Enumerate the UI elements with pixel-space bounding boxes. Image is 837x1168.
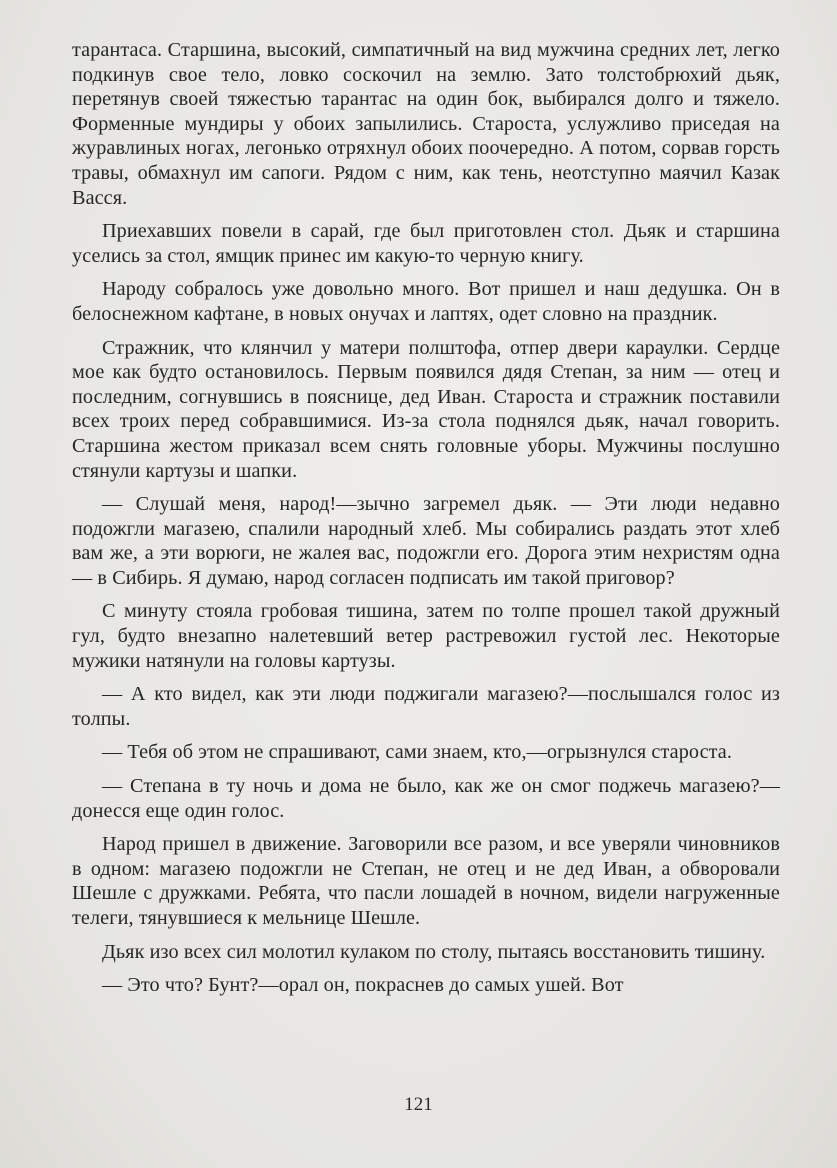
paragraph-12: — Это что? Бунт?—орал он, покраснев до самых ушей. Вот bbox=[102, 974, 624, 997]
paragraph-8: — Тебя об этом не спрашивают, сами знаем, кто,—огрызнулся староста. bbox=[102, 741, 733, 764]
paragraph-9: — Степана в ту ночь и дома не было, как же он смог поджечь магазею?— донесся еще один голос. bbox=[72, 775, 780, 822]
paragraph-4: Стражник, что клянчил у матери полштофа, отпер двери караулки. Сердце мое как будто остановилось. Первым появился дядя Степан, за ним — отец и последним, согнувшись в пояснице, дед Иван. Староста и стражник поставили всех троих перед собравшимися. Из-за стола поднялся дьяк, начал говорить. Старшина жестом приказал всем снять головные уборы. Мужчины послушно стянули картузы и шапки. bbox=[72, 336, 780, 482]
page-number: 121 bbox=[404, 1094, 433, 1115]
paragraph-11: Дьяк изо всех сил молотил кулаком по столу, пытаясь восстановить тишину. bbox=[102, 940, 766, 963]
paragraph-2: Приехавших повели в сарай, где был приготовлен стол. Дьяк и старшина уселись за стол, ямщик принес им какую-то черную книгу. bbox=[72, 220, 780, 267]
paragraph-10: Народ пришел в движение. Заговорили все разом, и все уверяли чиновников в одном: магазею подожгли не Степан, не отец и не дед Иван, а обворовали Шешле с дружками. Ребята, что пасли лошадей в ночном, видели нагруженные телеги, тянувшиеся к мельнице Шешле. bbox=[72, 833, 780, 929]
paragraph-3: Народу собралось уже довольно много. Вот пришел и наш дедушка. Он в белоснежном кафтане, в новых онучах и лаптях, одет словно на праздник. bbox=[72, 278, 780, 325]
paragraph-7: — А кто видел, как эти люди поджигали магазею?—послышался голос из толпы. bbox=[72, 683, 780, 730]
page-text bbox=[72, 38, 780, 1007]
paragraph-5: — Слушай меня, народ!—зычно загремел дьяк. — Эти люди недавно подожгли магазею, спалили народный хлеб. Мы собирались раздать этот хлеб вам же, а эти ворюги, не жалея вас, подожгли его. Дорога этим нехристям одна — в Сибирь. Я думаю, народ согласен подписать им такой приговор? bbox=[72, 493, 780, 589]
paragraph-1: тарантаса. Старшина, высокий, симпатичный на вид мужчина средних лет, легко подкинув свое тело, ловко соскочил на землю. Зато толстобрюхий дьяк, перетянув своей тяжестью тарантас на один бок, выбирался долго и тяжело. Форменные мундиры у обоих запылились. Староста, услужливо приседая на журавлиных ногах, легонько отряхнул обоих поочередно. А потом, сорвав горсть травы, обмахнул им сапоги. Рядом с ним, как тень, неотступно маячил Казак Васся. bbox=[72, 39, 780, 209]
paragraph-6: С минуту стояла гробовая тишина, затем по толпе прошел такой дружный гул, будто внезапно налетевший ветер растревожил густой лес. Некоторые мужики натянули на головы картузы. bbox=[72, 600, 780, 672]
